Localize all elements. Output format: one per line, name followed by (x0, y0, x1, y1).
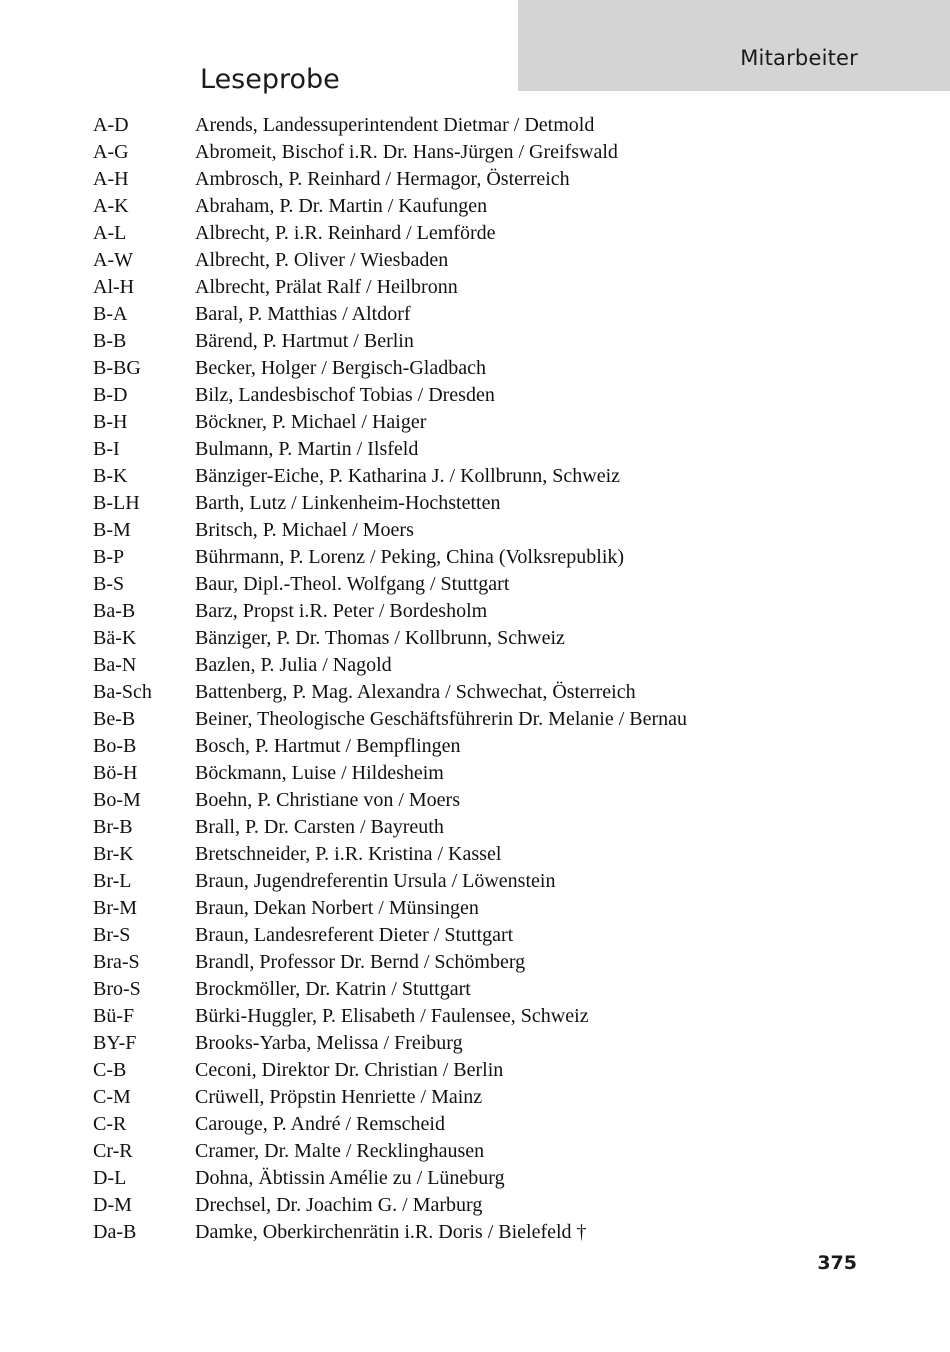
page-heading: Leseprobe (200, 64, 340, 95)
entry-name: Bosch, P. Hartmut / Bempflingen (195, 735, 461, 757)
entry-abbreviation: Da-B (93, 1221, 137, 1243)
entry-abbreviation: Bö-H (93, 762, 138, 784)
entry-abbreviation: Br-S (93, 924, 131, 946)
list-item (93, 625, 873, 652)
entry-abbreviation: B-B (93, 330, 127, 352)
entry-abbreviation: B-BG (93, 357, 141, 379)
entry-abbreviation: A-H (93, 168, 129, 190)
entry-name: Becker, Holger / Bergisch-Gladbach (195, 357, 486, 379)
list-item (93, 463, 873, 490)
list-item (93, 679, 873, 706)
entry-abbreviation: B-LH (93, 492, 140, 514)
page-number: 375 (817, 1252, 857, 1274)
entry-name: Bührmann, P. Lorenz / Peking, China (Volksrepublik) (195, 546, 625, 568)
list-item (93, 301, 873, 328)
entry-name: Bänziger, P. Dr. Thomas / Kollbrunn, Schweiz (195, 627, 565, 649)
entry-abbreviation: B-I (93, 438, 120, 460)
entry-name: Albrecht, P. Oliver / Wiesbaden (195, 249, 449, 271)
entry-name: Böckmann, Luise / Hildesheim (195, 762, 444, 784)
entry-abbreviation: Bo-B (93, 735, 137, 757)
entry-abbreviation: C-R (93, 1113, 127, 1135)
list-item (93, 733, 873, 760)
list-item (93, 949, 873, 976)
list-item (93, 1003, 873, 1030)
entry-name: Britsch, P. Michael / Moers (195, 519, 414, 541)
entry-name: Baral, P. Matthias / Altdorf (195, 303, 411, 325)
list-item (93, 814, 873, 841)
entry-name: Abromeit, Bischof i.R. Dr. Hans-Jürgen / Greifswald (195, 141, 618, 163)
section-title: Mitarbeiter (740, 46, 858, 70)
list-item (93, 490, 873, 517)
list-item (93, 976, 873, 1003)
entry-name: Böckner, P. Michael / Haiger (195, 411, 427, 433)
entry-name: Bänziger-Eiche, P. Katharina J. / Kollbrunn, Schweiz (195, 465, 621, 487)
entry-name: Bretschneider, P. i.R. Kristina / Kassel (195, 843, 502, 865)
entry-name: Bazlen, P. Julia / Nagold (195, 654, 392, 676)
entry-name: Braun, Jugendreferentin Ursula / Löwenstein (195, 870, 556, 892)
entry-name: Damke, Oberkirchenrätin i.R. Doris / Bielefeld † (195, 1221, 587, 1243)
entry-name: Dohna, Äbtissin Amélie zu / Lüneburg (195, 1167, 505, 1189)
entry-abbreviation: A-W (93, 249, 133, 271)
list-item (93, 220, 873, 247)
entry-abbreviation: B-P (93, 546, 125, 568)
list-item (93, 895, 873, 922)
list-item (93, 1192, 873, 1219)
entry-abbreviation: A-L (93, 222, 127, 244)
entry-name: Carouge, P. André / Remscheid (195, 1113, 445, 1135)
list-item (93, 1111, 873, 1138)
entry-abbreviation: Al-H (93, 276, 135, 298)
entry-abbreviation: BY-F (93, 1032, 137, 1054)
entry-name: Albrecht, P. i.R. Reinhard / Lemförde (195, 222, 496, 244)
entry-name: Brooks-Yarba, Melissa / Freiburg (195, 1032, 463, 1054)
contributor-list (93, 112, 873, 1246)
entry-name: Bulmann, P. Martin / Ilsfeld (195, 438, 419, 460)
entry-abbreviation: Br-B (93, 816, 133, 838)
section-header-box (518, 0, 950, 91)
list-item (93, 598, 873, 625)
list-item (93, 247, 873, 274)
entry-abbreviation: Bo-M (93, 789, 141, 811)
list-item (93, 868, 873, 895)
entry-abbreviation: C-M (93, 1086, 131, 1108)
entry-name: Boehn, P. Christiane von / Moers (195, 789, 460, 811)
entry-name: Baur, Dipl.-Theol. Wolfgang / Stuttgart (195, 573, 510, 595)
entry-abbreviation: B-D (93, 384, 128, 406)
entry-name: Brandl, Professor Dr. Bernd / Schömberg (195, 951, 526, 973)
entry-abbreviation: Cr-R (93, 1140, 133, 1162)
entry-name: Bilz, Landesbischof Tobias / Dresden (195, 384, 495, 406)
list-item (93, 139, 873, 166)
list-item (93, 274, 873, 301)
entry-name: Barth, Lutz / Linkenheim-Hochstetten (195, 492, 501, 514)
entry-abbreviation: D-M (93, 1194, 132, 1216)
list-item (93, 193, 873, 220)
entry-abbreviation: Bä-K (93, 627, 137, 649)
entry-abbreviation: Be-B (93, 708, 136, 730)
entry-abbreviation: C-B (93, 1059, 127, 1081)
entry-abbreviation: Ba-N (93, 654, 137, 676)
entry-name: Abraham, P. Dr. Martin / Kaufungen (195, 195, 488, 217)
entry-name: Braun, Landesreferent Dieter / Stuttgart (195, 924, 514, 946)
entry-abbreviation: A-K (93, 195, 129, 217)
entry-name: Albrecht, Prälat Ralf / Heilbronn (195, 276, 458, 298)
list-item (93, 1165, 873, 1192)
list-item (93, 787, 873, 814)
entry-name: Crüwell, Pröpstin Henriette / Mainz (195, 1086, 483, 1108)
entry-abbreviation: B-M (93, 519, 131, 541)
list-item (93, 517, 873, 544)
entry-name: Battenberg, P. Mag. Alexandra / Schwechat, Österreich (195, 681, 636, 703)
list-item (93, 1084, 873, 1111)
entry-abbreviation: B-H (93, 411, 128, 433)
entry-name: Beiner, Theologische Geschäftsführerin Dr. Melanie / Bernau (195, 708, 688, 730)
entry-name: Drechsel, Dr. Joachim G. / Marburg (195, 1194, 483, 1216)
list-item (93, 1138, 873, 1165)
entry-name: Barz, Propst i.R. Peter / Bordesholm (195, 600, 488, 622)
list-item (93, 922, 873, 949)
list-item (93, 166, 873, 193)
list-item (93, 571, 873, 598)
list-item (93, 328, 873, 355)
entry-name: Bärend, P. Hartmut / Berlin (195, 330, 414, 352)
list-item (93, 1030, 873, 1057)
entry-abbreviation: Br-K (93, 843, 134, 865)
list-item (93, 382, 873, 409)
list-item (93, 760, 873, 787)
list-item (93, 1057, 873, 1084)
entry-abbreviation: B-K (93, 465, 128, 487)
entry-name: Brall, P. Dr. Carsten / Bayreuth (195, 816, 444, 838)
entry-abbreviation: Bü-F (93, 1005, 135, 1027)
entry-name: Bürki-Huggler, P. Elisabeth / Faulensee, Schweiz (195, 1005, 589, 1027)
list-item (93, 355, 873, 382)
entry-abbreviation: Ba-B (93, 600, 136, 622)
list-item (93, 706, 873, 733)
list-item (93, 409, 873, 436)
entry-abbreviation: Br-M (93, 897, 138, 919)
list-item (93, 652, 873, 679)
list-item (93, 544, 873, 571)
list-item (93, 1219, 873, 1246)
entry-abbreviation: B-A (93, 303, 128, 325)
entry-name: Ambrosch, P. Reinhard / Hermagor, Österreich (195, 168, 570, 190)
entry-name: Arends, Landessuperintendent Dietmar / Detmold (195, 114, 595, 136)
entry-abbreviation: Bra-S (93, 951, 140, 973)
entry-abbreviation: Bro-S (93, 978, 141, 1000)
entry-abbreviation: A-D (93, 114, 129, 136)
entry-abbreviation: B-S (93, 573, 125, 595)
entry-name: Braun, Dekan Norbert / Münsingen (195, 897, 479, 919)
entry-abbreviation: D-L (93, 1167, 127, 1189)
entry-name: Cramer, Dr. Malte / Recklinghausen (195, 1140, 485, 1162)
entry-abbreviation: Br-L (93, 870, 132, 892)
entry-name: Brockmöller, Dr. Katrin / Stuttgart (195, 978, 471, 1000)
list-item (93, 841, 873, 868)
list-item (93, 112, 873, 139)
entry-abbreviation: Ba-Sch (93, 681, 152, 703)
entry-name: Ceconi, Direktor Dr. Christian / Berlin (195, 1059, 504, 1081)
entry-abbreviation: A-G (93, 141, 129, 163)
list-item (93, 436, 873, 463)
